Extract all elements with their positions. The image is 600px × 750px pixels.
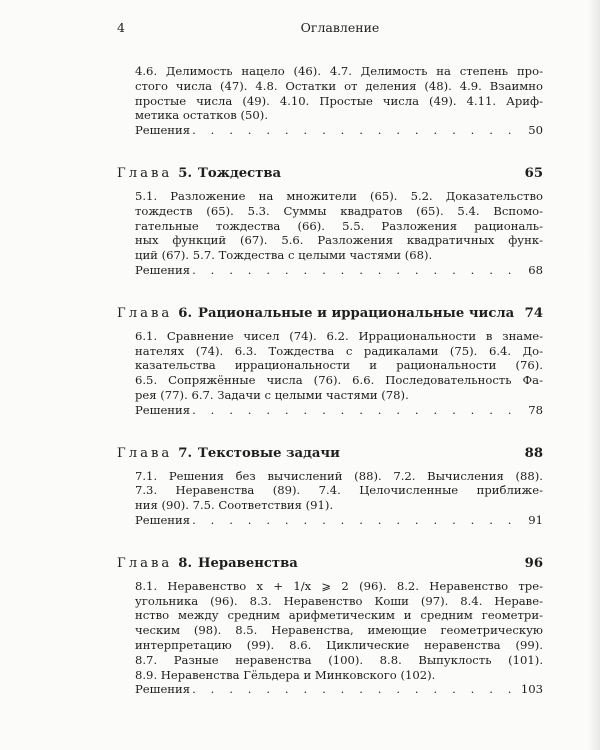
chapter-heading[interactable] xyxy=(117,306,543,321)
toc-section xyxy=(117,306,543,418)
subsection-line: нство между средним арифметическим и средним геометри- xyxy=(135,608,543,623)
chapter-label: Глава xyxy=(117,165,173,181)
solutions-label: Решения xyxy=(135,123,191,138)
subsection-line: 5.1. Разложение на множители (65). 5.2. Доказательство xyxy=(135,188,543,203)
chapter-title: Текстовые задачи xyxy=(198,445,340,461)
solutions-page: 50 xyxy=(528,123,543,138)
subsection-list xyxy=(135,329,543,418)
page-number: 4 xyxy=(117,20,125,35)
solutions-label: Решения xyxy=(135,682,191,697)
chapter-number: 5. xyxy=(178,165,193,181)
solutions-page: 103 xyxy=(520,682,543,697)
chapter-title: Рациональные и иррациональные числа xyxy=(198,305,515,321)
toc-section xyxy=(117,446,543,528)
subsection-line: ния (90). 7.5. Соответствия (91). xyxy=(135,498,334,513)
dot-leader xyxy=(192,403,513,418)
subsection-line: интерпретацию (99). 8.6. Циклические неравенства (99). xyxy=(135,637,543,652)
subsection-list xyxy=(135,64,543,138)
subsection-line: ций (67). 5.7. Тождества с целыми частями (68). xyxy=(135,248,433,263)
chapter-label: Глава xyxy=(117,445,173,461)
chapter-heading[interactable] xyxy=(117,446,543,461)
subsection-line: рея (77). 6.7. Задачи с целыми частями (78). xyxy=(135,387,409,402)
subsection-line: 7.1. Решения без вычислений (88). 7.2. Вычисления (88). xyxy=(135,468,543,483)
subsection-line: ных функций (67). 5.6. Разложения квадратичных функ- xyxy=(135,233,543,248)
subsection-line: 6.5. Сопряжённые числа (76). 6.6. Последовательность Фа- xyxy=(135,373,543,388)
subsection-line: 4.6. Делимость нацело (46). 4.7. Делимость на степень про- xyxy=(135,64,543,78)
chapter-title: Неравенства xyxy=(198,555,298,571)
dot-leader xyxy=(192,123,513,138)
chapter-page: 65 xyxy=(524,165,543,181)
dot-leader xyxy=(192,513,513,528)
subsection-line: 8.9. Неравенства Гёльдера и Минковского (102). xyxy=(135,667,436,682)
solutions-page: 91 xyxy=(528,512,543,527)
solutions-label: Решения xyxy=(135,402,191,417)
subsection-line: казательства иррациональности и рациональности (76). xyxy=(135,358,543,373)
chapter-heading[interactable] xyxy=(117,556,543,571)
chapter-page: 74 xyxy=(524,305,543,321)
subsection-line: 8.7. Разные неравенства (100). 8.8. Выпуклость (101). xyxy=(135,652,543,667)
page-edge-shadow xyxy=(588,0,600,750)
subsection-line: стого числа (47). 4.8. Остатки от деления (48). 4.9. Взаимно xyxy=(135,78,543,93)
chapter-label: Глава xyxy=(117,555,173,571)
solutions-entry[interactable] xyxy=(135,403,543,418)
subsection-line: 8.1. Неравенство x + 1/x ⩾ 2 (96). 8.2. Неравенство тре- xyxy=(135,578,543,593)
toc-section xyxy=(117,64,543,138)
subsection-line: 7.3. Неравенства (89). 7.4. Целочисленные приближе- xyxy=(135,483,543,498)
solutions-page: 68 xyxy=(528,262,543,277)
chapter-label: Глава xyxy=(117,305,173,321)
subsection-line: метика остатков (50). xyxy=(135,108,268,123)
subsection-list xyxy=(135,579,543,697)
solutions-entry[interactable] xyxy=(135,682,543,697)
solutions-page: 78 xyxy=(528,402,543,417)
chapter-number: 7. xyxy=(178,445,193,461)
subsection-line: простые числа (49). 4.10. Простые числа (49). 4.11. Ариф- xyxy=(135,93,543,108)
solutions-entry[interactable] xyxy=(135,513,543,528)
solutions-entry[interactable] xyxy=(135,263,543,278)
solutions-entry[interactable] xyxy=(135,123,543,138)
subsection-list xyxy=(135,189,543,278)
subsection-line: тождеств (65). 5.3. Суммы квадратов (65). 5.4. Вспомо- xyxy=(135,203,543,218)
chapter-title: Тождества xyxy=(198,165,282,181)
subsection-line: ческим (98). 8.5. Неравенства, имеющие геометрическую xyxy=(135,623,543,638)
toc-section xyxy=(117,556,543,697)
subsection-line: нателях (74). 6.3. Тождества с радикалами (75). 6.4. До- xyxy=(135,343,543,358)
chapter-number: 6. xyxy=(178,305,193,321)
toc-section xyxy=(117,166,543,278)
subsection-list xyxy=(135,469,543,528)
chapter-number: 8. xyxy=(178,555,193,571)
subsection-line: гательные тождества (66). 5.5. Разложения рациональ- xyxy=(135,218,543,233)
solutions-label: Решения xyxy=(135,512,191,527)
chapter-heading[interactable] xyxy=(117,166,543,181)
subsection-line: угольника (96). 8.3. Неравенство Коши (97). 8.4. Нераве- xyxy=(135,593,543,608)
dot-leader xyxy=(192,263,513,278)
chapter-page: 96 xyxy=(524,555,543,571)
table-of-contents xyxy=(117,64,543,697)
subsection-line: 6.1. Сравнение чисел (74). 6.2. Иррациональности в знаме- xyxy=(135,328,543,343)
running-header-title: Оглавление xyxy=(300,20,380,35)
solutions-label: Решения xyxy=(135,262,191,277)
dot-leader xyxy=(192,682,513,697)
chapter-page: 88 xyxy=(524,445,543,461)
